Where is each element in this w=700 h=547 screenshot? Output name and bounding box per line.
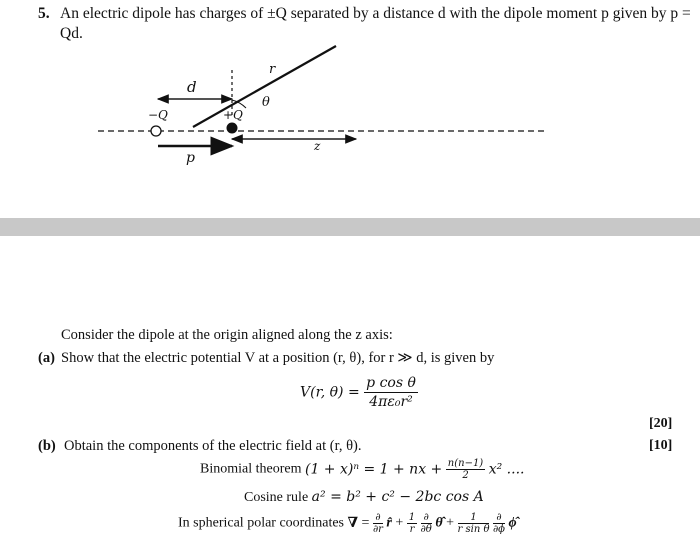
binomial-frac-den: 2 — [462, 470, 469, 481]
label-z: z — [314, 139, 321, 153]
d-dphi-num: ∂ — [493, 512, 505, 524]
potential-equation — [300, 374, 418, 411]
potential-denominator: 4πε₀r² — [369, 394, 413, 410]
binomial-label: Binomial theorem — [200, 461, 302, 477]
d-dr-den: ∂r — [372, 524, 383, 535]
part-b-label: (b) — [38, 438, 56, 454]
potential-lhs: V(r, θ) = — [300, 384, 360, 401]
d-dtheta-fraction — [421, 512, 432, 535]
potential-numerator: p cos θ — [366, 375, 416, 391]
question-text-line2: Qd. — [60, 25, 83, 42]
cosine-label: Cosine rule — [244, 490, 309, 505]
question-text-line1: An electric dipole has charges of ±Q separated by a distance d with the dipole moment p given by p = — [60, 5, 691, 22]
label-r: r — [269, 62, 276, 77]
minus-q-charge — [151, 126, 161, 136]
r-hat: r̂ — [386, 515, 392, 531]
binomial-fraction — [446, 458, 485, 481]
plus-q-charge — [227, 123, 237, 133]
label-minus-q: −Q — [148, 108, 168, 122]
part-a-text: Show that the electric potential V at a position (r, θ), for r ≫ d, is given by — [61, 350, 495, 366]
theta-hat: θ̂ — [435, 515, 443, 531]
spherical-label: In spherical polar coordinates — [178, 515, 344, 531]
dipole-diagram — [0, 40, 700, 180]
r-vector — [193, 46, 336, 127]
one-over-rsin-den: r sin θ — [457, 524, 490, 535]
d-dr-num: ∂ — [373, 512, 383, 524]
part-b-text: Obtain the components of the electric field at (r, θ). — [64, 438, 362, 454]
d-dphi-den: ∂ϕ — [492, 524, 505, 535]
plus-1: + — [395, 515, 404, 531]
binomial-frac-num: n(n−1) — [447, 458, 484, 469]
d-dr-fraction — [373, 512, 383, 535]
cosine-hint — [244, 489, 484, 506]
cosine-equation: a² = b² + c² − 2bc cos A — [311, 489, 484, 505]
d-dtheta-num: ∂ — [421, 512, 432, 524]
plus-2: + — [446, 515, 455, 531]
d-dphi-fraction — [493, 512, 505, 535]
nabla-symbol: ∇ — [347, 516, 359, 531]
label-p: p — [186, 150, 195, 166]
one-over-rsin-fraction — [458, 512, 490, 535]
potential-fraction — [364, 374, 418, 411]
d-dtheta-den: ∂θ — [420, 524, 432, 535]
spherical-hint — [178, 512, 517, 535]
one-over-r-num: 1 — [408, 512, 416, 523]
one-over-r-den: r — [409, 524, 415, 535]
part-b-marks: [10] — [649, 438, 673, 453]
part-intro: Consider the dipole at the origin aligned along the z axis: — [61, 327, 393, 343]
binomial-hint — [200, 458, 524, 481]
label-d: d — [187, 78, 197, 96]
binomial-tail: x² .... — [488, 461, 525, 478]
phi-hat: ϕ̂ — [508, 515, 517, 531]
binomial-lhs: (1 + x)ⁿ = 1 + nx + — [304, 461, 443, 478]
label-theta: θ — [262, 95, 270, 110]
equals-sign: = — [361, 515, 370, 531]
one-over-rsin-num: 1 — [458, 512, 490, 524]
part-a-label: (a) — [38, 350, 55, 366]
one-over-r-fraction — [407, 512, 417, 535]
label-plus-q: +Q — [223, 108, 243, 122]
part-a-marks: [20] — [649, 416, 673, 431]
question-number: 5. — [38, 5, 50, 22]
section-divider — [0, 218, 700, 236]
